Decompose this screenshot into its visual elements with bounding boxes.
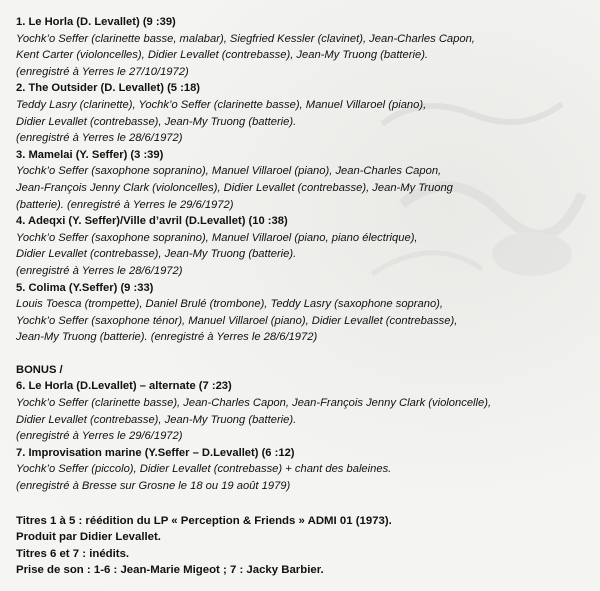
track-title: 3. Mamelai (Y. Seffer) (3 :39) — [16, 148, 164, 161]
track-list — [16, 14, 586, 579]
track-title: 5. Colima (Y.Seffer) (9 :33) — [16, 281, 154, 294]
unreleased-note: Titres 6 et 7 : inédits. — [16, 547, 130, 560]
track-credit-line: Didier Levallet (contrebasse), Jean-My Truong (batterie). — [16, 413, 297, 426]
track-credit-line: Yochk’o Seffer (saxophone sopranino), Manuel Villaroel (piano), Jean-Charles Capon, — [16, 165, 442, 178]
recording-note: (enregistré à Bresse sur Grosne le 18 ou 19 août 1979) — [16, 480, 291, 493]
track-title: 4. Adeqxi (Y. Seffer)/Ville d’avril (D.Levallet) (10 :38) — [16, 215, 288, 228]
track-title: 2. The Outsider (D. Levallet) (5 :18) — [16, 82, 201, 95]
track-1 — [16, 14, 586, 80]
track-credit-line: Yochk’o Seffer (saxophone sopranino), Manuel Villaroel (piano, piano électrique), — [16, 231, 418, 244]
track-credit-line: Didier Levallet (contrebasse), Jean-My Truong (batterie). — [16, 115, 297, 128]
track-7 — [16, 445, 586, 495]
track-5 — [16, 280, 586, 346]
track-credit-line: Kent Carter (violoncelles), Didier Levallet (contrebasse), Jean-My Truong (batterie). — [16, 49, 429, 62]
track-credit-line: Didier Levallet (contrebasse), Jean-My Truong (batterie). — [16, 248, 297, 261]
track-3 — [16, 147, 586, 213]
recording-note: (enregistré à Yerres le 28/6/1972) — [16, 132, 183, 145]
track-6 — [16, 378, 586, 444]
recording-note: (batterie). (enregistré à Yerres le 29/6/1972) — [16, 198, 234, 211]
track-credit-line: Yochk’o Seffer (saxophone ténor), Manuel Villaroel (piano), Didier Levallet (contrebasse), — [16, 314, 458, 327]
track-4 — [16, 213, 586, 279]
producer-credit: Produit par Didier Levallet. — [16, 531, 161, 544]
bonus-heading: BONUS / — [16, 363, 63, 376]
sound-engineer-credit: Prise de son : 1-6 : Jean-Marie Migeot ; 7 : Jacky Barbier. — [16, 564, 324, 577]
track-credit-line: Yochk’o Seffer (clarinette basse), Jean-Charles Capon, Jean-François Jenny Clark (violoncelle), — [16, 397, 492, 410]
track-credit-line: Teddy Lasry (clarinette), Yochk’o Seffer (clarinette basse), Manuel Villaroel (piano), — [16, 98, 427, 111]
recording-note: (enregistré à Yerres le 27/10/1972) — [16, 65, 189, 78]
track-credit-line: Jean-François Jenny Clark (violoncelles), Didier Levallet (contrebasse), Jean-My Truong — [16, 181, 453, 194]
release-credits — [16, 513, 586, 579]
track-title: 6. Le Horla (D.Levallet) – alternate (7 :23) — [16, 380, 232, 393]
recording-note: Jean-My Truong (batterie). (enregistré à Yerres le 28/6/1972) — [16, 331, 318, 344]
track-credit-line: Yochk’o Seffer (clarinette basse, malabar), Siegfried Kessler (clavinet), Jean-Charles Capon, — [16, 32, 475, 45]
recording-note: (enregistré à Yerres le 28/6/1972) — [16, 264, 183, 277]
recording-note: (enregistré à Yerres le 29/6/1972) — [16, 430, 183, 443]
track-title: 7. Improvisation marine (Y.Seffer – D.Levallet) (6 :12) — [16, 446, 295, 459]
track-credit-line: Yochk’o Seffer (piccolo), Didier Levallet (contrebasse) + chant des baleines. — [16, 463, 392, 476]
reissue-note: Titres 1 à 5 : réédition du LP « Perception & Friends » ADMI 01 (1973). — [16, 514, 392, 527]
track-credit-line: Louis Toesca (trompette), Daniel Brulé (trombone), Teddy Lasry (saxophone soprano), — [16, 298, 444, 311]
track-2 — [16, 80, 586, 146]
track-title: 1. Le Horla (D. Levallet) (9 :39) — [16, 16, 176, 28]
